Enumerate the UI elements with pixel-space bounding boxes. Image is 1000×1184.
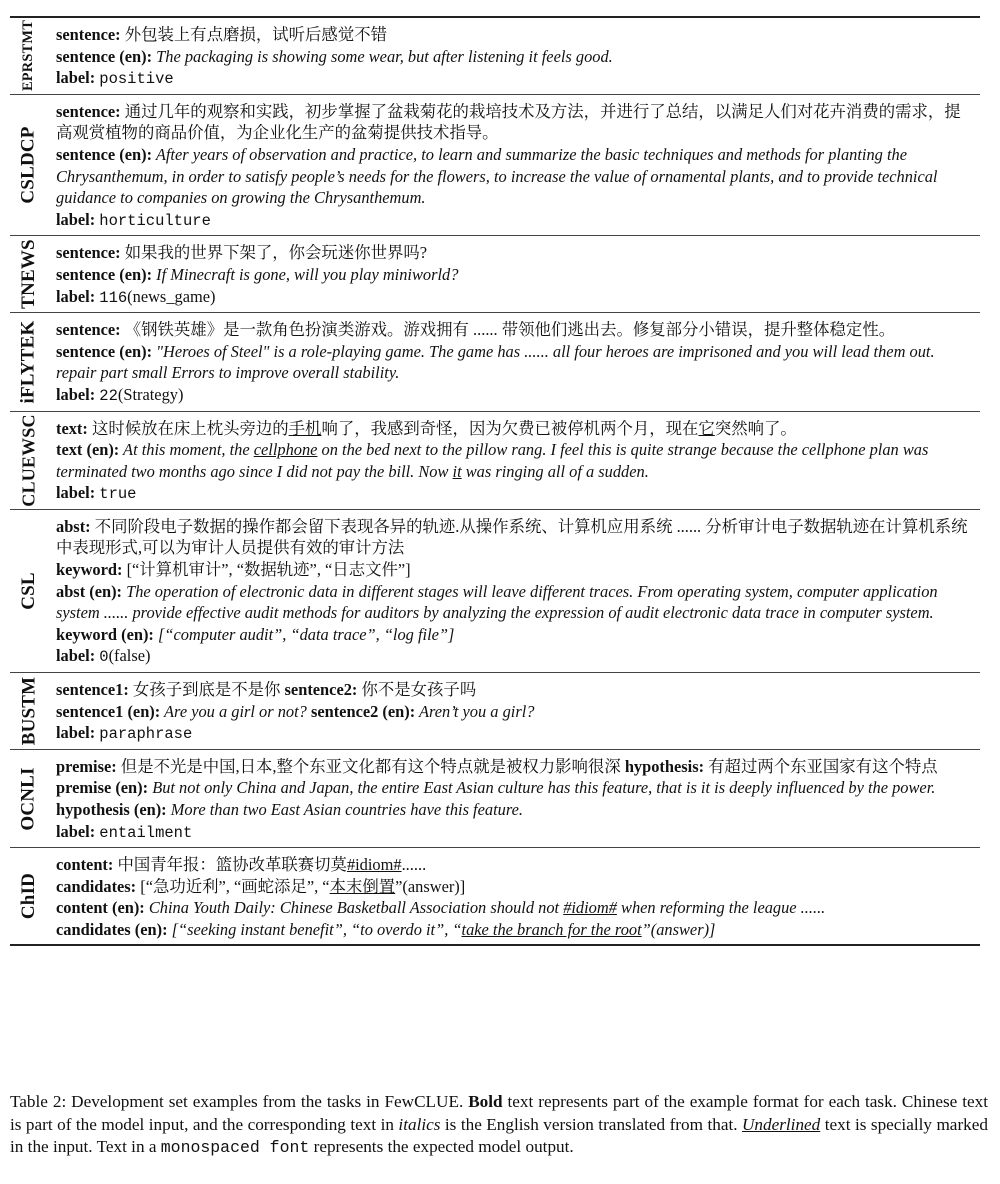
field-label: sentence2:: [284, 680, 358, 700]
expected-output: paraphrase: [99, 725, 193, 744]
task-example: [56, 313, 980, 410]
task-name-cell: [10, 510, 48, 672]
field-label: content:: [56, 855, 114, 875]
task-name: EPRSTMT: [20, 20, 37, 92]
text-segment: 突然响了。: [714, 418, 797, 438]
example-field: [56, 242, 976, 264]
example-field: [56, 854, 976, 876]
field-label: abst:: [56, 516, 91, 536]
example-field: [56, 821, 976, 845]
text-segment: 本末倒置: [329, 876, 396, 896]
field-label: keyword:: [56, 560, 123, 580]
field-label: premise (en):: [56, 778, 149, 798]
text-segment: ”(answer)]: [641, 919, 716, 939]
example-field: [56, 876, 976, 898]
task-name: OCNLI: [18, 766, 40, 831]
field-label: label:: [56, 483, 96, 503]
text-segment: [“seeking instant benefit”, “to overdo it”, “: [167, 919, 462, 939]
task-row-csldcp: [10, 95, 980, 237]
example-field: [56, 384, 976, 408]
task-name: BUSTM: [18, 676, 40, 746]
text-segment: it: [452, 461, 462, 481]
field-label: sentence:: [56, 101, 121, 121]
text-segment: 女孩子到底是不是你: [128, 680, 285, 700]
caption-segment: monospaced font: [160, 1138, 310, 1158]
field-label: label:: [56, 384, 96, 404]
caption-segment: Bold: [468, 1092, 503, 1112]
field-label: sentence (en):: [56, 341, 153, 361]
text-segment: 如果我的世界下架了，你会玩迷你世界吗?: [120, 243, 428, 263]
field-label: sentence (en):: [56, 46, 153, 66]
example-field: [56, 777, 976, 820]
field-label: hypothesis (en):: [56, 800, 167, 819]
text-segment: when reforming the league ......: [616, 898, 826, 918]
text-segment: 《钢铁英雄》是一款角色扮演类游戏。游戏拥有 ...... 带领他们逃出去。修复部分小错误，提升整体稳定性。: [120, 320, 896, 340]
task-name: TNEWS: [18, 239, 40, 310]
example-field: [56, 341, 976, 384]
examples-table: [10, 16, 980, 946]
text-segment: [“急功近利”, “画蛇添足”, “: [136, 876, 330, 896]
task-name-cell: [10, 673, 48, 749]
example-field: [56, 701, 976, 723]
example-field: [56, 722, 976, 746]
field-label: sentence:: [56, 25, 121, 44]
field-label: sentence (en):: [56, 264, 153, 284]
task-row-chid: [10, 848, 980, 945]
field-label: label:: [56, 209, 96, 229]
field-label: content (en):: [56, 898, 145, 918]
task-row-cluewsc: [10, 412, 980, 510]
example-field: [56, 581, 976, 624]
text-segment: At this moment, the: [119, 440, 254, 460]
task-example: [56, 750, 980, 847]
field-label: text:: [56, 418, 88, 438]
text-segment: 外包装上有点磨损，试听后感觉不错: [120, 25, 387, 44]
text-segment: (false): [108, 646, 151, 666]
caption-segment: represents the expected model output.: [309, 1137, 574, 1157]
task-example: [56, 848, 980, 943]
example-field: [56, 46, 976, 68]
field-label: candidates (en):: [56, 919, 168, 939]
text-segment: After years of observation and practice, to learn and summarize the basic techniques and methods for planting the Chrysanthemum, in order to satisfy people’s needs for the flowers, to increase the value of ornamental plants, and to provide technical guidance to companies on growing the Chrysanthemum.: [56, 144, 938, 208]
expected-output: true: [99, 485, 137, 504]
example-field: [56, 516, 976, 559]
example-field: [56, 67, 976, 91]
task-name-cell: [10, 848, 48, 943]
text-segment: If Minecraft is gone, will you play miniworld?: [152, 264, 459, 284]
field-label: premise:: [56, 756, 117, 776]
text-segment: ”(answer)]: [395, 876, 466, 896]
text-segment: 不同阶段电子数据的操作都会留下表现各异的轨迹.从操作系统、计算机应用系统 ...... 分析审计电子数据轨迹在计算机系统中表现形式,可以为审计人员提供有效的审计方法: [56, 516, 968, 558]
task-name: CSL: [18, 572, 39, 610]
field-label: sentence:: [56, 243, 121, 263]
text-segment: was ringing all of a sudden.: [461, 461, 649, 481]
field-label: label:: [56, 821, 96, 841]
task-row-eprstmt: [10, 18, 980, 95]
example-field: [56, 101, 976, 144]
text-segment: #idiom#: [346, 855, 402, 875]
field-label: label:: [56, 286, 96, 306]
example-field: [56, 439, 976, 482]
caption-segment: text is specially marked in the input. Text in a: [10, 1114, 988, 1157]
field-label: sentence:: [56, 320, 121, 340]
task-name-cell: [10, 236, 48, 312]
expected-output: 116: [99, 288, 128, 307]
field-label: text (en):: [56, 440, 120, 460]
example-field: [56, 559, 976, 581]
expected-output: positive: [99, 70, 174, 89]
field-label: label:: [56, 723, 96, 743]
caption-segment: Table 2: Development set examples from the tasks in FewCLUE.: [10, 1092, 469, 1112]
text-segment: [“计算机审计”, “数据轨迹”, “日志文件”]: [122, 560, 411, 580]
example-field: [56, 418, 976, 440]
text-segment: China Youth Daily: Chinese Basketball Association should not: [144, 898, 564, 918]
task-example: [56, 95, 980, 236]
text-segment: 它: [698, 418, 715, 438]
text-segment: But not only China and Japan, the entire East Asian culture has this feature, that is it is deeply influenced by the power.: [148, 778, 936, 798]
text-segment: 响了，我感到奇怪，因为欠费已被停机两个月，现在: [321, 418, 699, 438]
text-segment: (news_game): [127, 286, 216, 306]
example-field: [56, 209, 976, 233]
text-segment: take the branch for the root: [461, 919, 642, 939]
expected-output: 0: [99, 648, 109, 667]
text-segment: Are you a girl or not?: [160, 701, 307, 721]
task-name-cell: [10, 95, 48, 236]
task-name-cell: [10, 750, 48, 847]
text-segment: 中国青年报：篮协改革联赛切莫: [113, 855, 347, 875]
table-caption: [10, 1091, 988, 1160]
task-name-cell: [10, 18, 48, 94]
caption-segment: is the English version translated from that.: [440, 1114, 742, 1134]
text-segment: The operation of electronic data in different stages will leave different traces. From operating system, computer application system ...... provide effective audit methods for auditors by analyzing the expression of audit electronic data trace in computer system.: [56, 581, 938, 623]
example-field: [56, 679, 976, 701]
task-row-csl: [10, 510, 980, 673]
caption-segment: italics: [398, 1114, 441, 1134]
text-segment: 有超过两个东亚国家有这个特点: [704, 756, 938, 776]
text-segment: (Strategy): [117, 384, 184, 404]
text-segment: cellphone: [253, 440, 318, 460]
text-segment: "Heroes of Steel" is a role-playing game. The game has ...... all four heroes are imprisoned and you will lead them out. repair part small Errors to improve overall stability.: [56, 341, 935, 383]
text-segment: 但是不光是中国,日本,整个东亚文化都有这个特点就是被权力影响很深: [116, 756, 625, 776]
text-segment: ......: [401, 855, 427, 875]
table-body: [10, 18, 980, 946]
field-label: abst (en):: [56, 581, 123, 601]
text-segment: More than two East Asian countries have this feature.: [166, 800, 523, 819]
example-field: [56, 756, 976, 778]
example-field: [56, 264, 976, 286]
text-segment: Aren’t you a girl?: [415, 701, 535, 721]
caption-segment: Underlined: [741, 1114, 821, 1134]
example-field: [56, 624, 976, 646]
task-name: ChID: [18, 872, 39, 919]
text-segment: 通过几年的观察和实践，初步掌握了盆栽菊花的栽培技术及方法，并进行了总结，以满足人们对花卉消费的需求，提高观赏植物的商品价值，为企业化生产的盆菊提供技术指导。: [56, 101, 961, 143]
example-field: [56, 144, 976, 209]
task-example: [56, 673, 980, 749]
text-segment: The packaging is showing some wear, but after listening it feels good.: [152, 46, 613, 66]
task-name: iFLYTEK: [18, 320, 39, 404]
expected-output: horticulture: [99, 211, 211, 230]
task-name-cell: [10, 313, 48, 410]
field-label: sentence1 (en):: [56, 701, 161, 721]
text-segment: 这时候放在床上枕头旁边的: [87, 418, 289, 438]
field-label: sentence1:: [56, 680, 129, 700]
task-example: [56, 510, 980, 672]
example-field: [56, 482, 976, 506]
task-row-iflytek: [10, 313, 980, 411]
expected-output: 22: [99, 386, 118, 405]
text-segment: [“computer audit”, “data trace”, “log file”]: [153, 624, 455, 644]
example-field: [56, 919, 976, 941]
field-label: sentence2 (en):: [310, 701, 416, 721]
field-label: label:: [56, 68, 96, 88]
text-segment: 手机: [288, 418, 322, 438]
task-name-cell: [10, 412, 48, 509]
task-row-bustm: [10, 673, 980, 750]
example-field: [56, 24, 976, 46]
field-label: hypothesis:: [624, 756, 705, 776]
text-segment: on the bed next to the pillow rang. I feel this is quite strange because the cellphone plan was terminated two months ago since I did not pay the bill. Now: [56, 440, 929, 481]
example-field: [56, 286, 976, 310]
example-field: [56, 319, 976, 341]
task-example: [56, 412, 980, 509]
field-label: sentence (en):: [56, 144, 153, 164]
task-row-ocnli: [10, 750, 980, 848]
text-segment: 你不是女孩子吗: [357, 680, 477, 700]
text-segment: #idiom#: [563, 898, 617, 918]
task-example: [56, 18, 980, 94]
expected-output: entailment: [99, 823, 193, 842]
task-row-tnews: [10, 236, 980, 313]
example-field: [56, 897, 976, 919]
field-label: label:: [56, 646, 96, 666]
task-name: CLUEWSC: [18, 413, 39, 507]
caption-segment: text represents part of the example format for each task. Chinese text is part of the model input, and the corresponding text in: [10, 1092, 988, 1134]
task-name: CSLDCP: [18, 126, 39, 204]
field-label: keyword (en):: [56, 624, 154, 644]
task-example: [56, 236, 980, 312]
example-field: [56, 645, 976, 669]
field-label: candidates:: [56, 876, 137, 896]
